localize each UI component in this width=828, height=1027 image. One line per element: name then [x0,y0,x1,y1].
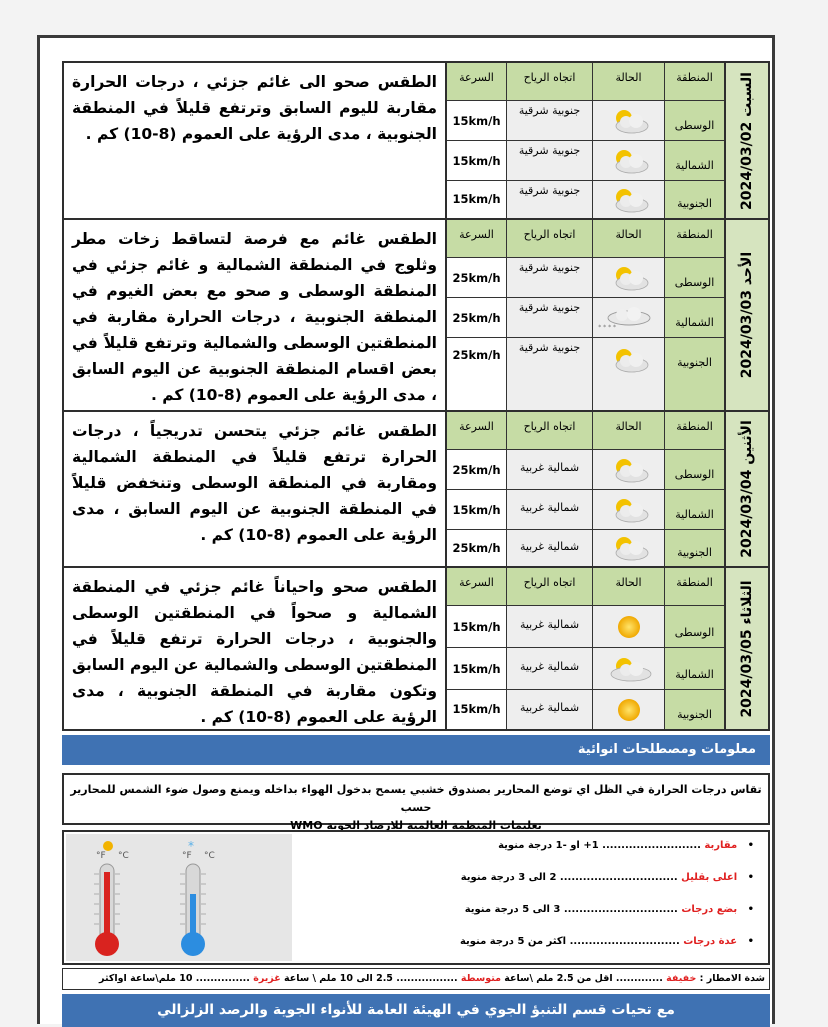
date-column [724,568,768,729]
wind-direction: شمالية غربية [507,530,593,566]
partly-cloudy-icon [604,654,654,684]
region-name: الشمالية [665,490,724,530]
state-cell [593,606,665,648]
wind-direction: جنوبية شرقية [507,181,593,218]
bullet: • [740,872,754,883]
legend-item [461,872,754,883]
bullet: • [740,936,754,947]
header-speed: السرعة [447,63,507,101]
legend-item [498,840,754,851]
wind-direction: جنوبية شرقية [507,258,593,298]
wind-speed: 25km/h [447,258,507,298]
day-table [447,568,724,729]
wind-speed: 15km/h [447,490,507,530]
note-line: تقاس درجات الحرارة في الظل اي توضع المحارير بصندوق خشبي يسمح بدخول الهواء بداخله ويمنع وصول ضوء الشمس للمحارير حسب [70,783,762,814]
wind-speed: 15km/h [447,141,507,181]
header-state: الحالة [593,412,665,450]
table-row [447,298,724,338]
bullet: • [740,840,754,851]
header-state: الحالة [593,568,665,606]
legend-value: اكثر من 5 درجة منوية [459,936,567,947]
state-cell [593,530,665,566]
wind-direction: شمالية غربية [507,490,593,530]
table-row [447,338,724,410]
region-name: الشمالية [665,298,724,338]
day-block [62,61,770,220]
day-block [62,410,770,568]
day-table [447,412,724,566]
table-row [447,490,724,530]
sun-icon [614,612,644,642]
table-row [447,101,724,141]
region-name: الجنوبية [665,530,724,566]
legend-term: بضع درجات [681,904,738,915]
day-date: الأثنين 2024/03/04 [739,420,755,558]
header-speed: السرعة [447,568,507,606]
day-description: الطقس غائم مع فرصة لتساقط زخات مطر وثلوج في المنطقة الشمالية و غائم جزئي في المنطقة الوسطى و صحو مع بعض الغيوم في المنطقة الجنوبية ، درجات الحرارة مقاربة في المنطقتين الوسطى والشمالية وترتفع قليلاً في بعض اقسام المنطقة الجنوبية عن اليوم السابق ، مدى الرؤية على العموم (8-10) كم . [64,220,447,410]
legend-term: عدة درجات [683,936,738,947]
wind-direction: جنوبية شرقية [507,338,593,410]
wind-direction: جنوبية شرقية [507,298,593,338]
wind-direction: جنوبية شرقية [507,141,593,181]
region-name: الجنوبية [665,181,724,218]
region-name: الوسطى [665,606,724,648]
legend-term: اعلى بقليل [681,872,738,883]
legend-item [460,936,754,947]
state-cell [593,690,665,729]
region-name: الوسطى [665,101,724,141]
header-wind-dir: اتجاه الرياح [507,63,593,101]
state-cell [593,490,665,530]
rain-moderate-text: ................. 2.5 الى 10 ملم \ ساعة [284,973,458,984]
wind-speed: 25km/h [447,338,507,410]
header-speed: السرعة [447,412,507,450]
wind-direction: جنوبية شرقية [507,101,593,141]
header-region: المنطقة [665,63,724,101]
svg-text:°F: °F [182,851,192,861]
partly-cloudy-icon [606,106,652,136]
wind-speed: 25km/h [447,530,507,566]
state-cell [593,648,665,690]
day-date: الثلاثاء 2024/03/05 [739,579,755,718]
header-state: الحالة [593,220,665,258]
wind-direction: شمالية غربية [507,450,593,490]
table-row [447,181,724,218]
note-line: تعليمات المنظمة العالمية للارصاد الجوية WMO [290,819,542,832]
region-name: الجنوبية [665,690,724,729]
region-name: الشمالية [665,648,724,690]
date-column [724,412,768,566]
header-region: المنطقة [665,568,724,606]
svg-text:*: * [188,839,194,853]
legend-value: 1+ او -1 درجة منوية [498,840,599,851]
wind-direction: شمالية غربية [507,606,593,648]
legend-item [465,904,754,915]
svg-text:°F: °F [96,851,106,861]
state-cell [593,141,665,181]
region-name: الوسطى [665,450,724,490]
legend-dots: ............................. [569,936,680,947]
header-region: المنطقة [665,412,724,450]
info-banner-title: معلومات ومصطلحات انوائية [577,742,756,757]
day-block [62,218,770,412]
temperature-legend [62,830,770,965]
day-table [447,63,724,218]
state-cell [593,181,665,218]
legend-dots: ............................... [559,872,678,883]
table-row [447,690,724,729]
wind-speed: 25km/h [447,298,507,338]
table-row [447,648,724,690]
forecast-page [37,35,775,1024]
wind-speed: 15km/h [447,690,507,729]
wind-direction: شمالية غربية [507,648,593,690]
region-name: الشمالية [665,141,724,181]
legend-value: 2 الى 3 درجة منوية [460,872,557,883]
sun-icon [614,695,644,725]
wind-speed: 15km/h [447,181,507,218]
footer-banner [62,994,770,1027]
partly-cloudy-icon [606,263,652,293]
rain-light: خفيفة [666,973,697,984]
day-table [447,220,724,410]
thermometer-image [66,834,292,961]
region-name: الجنوبية [665,338,724,410]
day-description: الطقس صحو واحياناً غائم جزئي في المنطقة الشمالية و صحواً في المنطقتين الوسطى والجنوبية ، درجات الحرارة ترتفع قليلاً في المنطقتين الوسطى والشمالية عن اليوم السابق وتكون مقاربة في المنطقة الجنوبية ، مدى الرؤية على العموم (8-10) كم . [64,568,447,729]
info-banner [62,735,770,765]
legend-term: مقاربة [704,840,738,851]
day-date: السبت 2024/03/02 [739,71,755,210]
table-row [447,606,724,648]
wind-speed: 15km/h [447,606,507,648]
table-row [447,258,724,298]
legend-dots: .......................... [602,840,701,851]
partly-cloudy-icon [606,495,652,525]
partly-cloudy-icon [606,455,652,485]
svg-text:°C: °C [118,851,129,861]
bullet: • [740,904,754,915]
table-row [447,530,724,566]
rain-intensity [62,968,770,990]
measurement-note [62,773,770,832]
svg-text:* * * *: * * * * [597,323,616,331]
header-state: الحالة [593,63,665,101]
state-cell [593,298,665,338]
header-speed: السرعة [447,220,507,258]
partly-cloudy-icon [606,533,652,563]
partly-cloudy-icon [606,185,652,215]
day-date: الأحد 2024/03/03 [739,251,755,379]
header-region: المنطقة [665,220,724,258]
state-cell [593,338,665,410]
rain-light-text: ............. اقل من 2.5 ملم \ساعة [504,973,663,984]
day-description: الطقس غائم جزئي يتحسن تدريجياً ، درجات الحرارة ترتفع قليلاً في المنطقة الشمالية ومقاربة في المنطقة الوسطى وتنخفض قليلاً في المنطقة الجنوبية عن اليوم السابق ، مدى الرؤية على العموم (8-10) كم . [64,412,447,566]
region-name: الوسطى [665,258,724,298]
table-row [447,450,724,490]
wind-speed: 15km/h [447,101,507,141]
svg-text:°C: °C [204,851,215,861]
wind-direction: شمالية غربية [507,690,593,729]
partly-cloudy-icon [606,146,652,176]
day-block [62,566,770,731]
header-wind-dir: اتجاه الرياح [507,412,593,450]
header-wind-dir: اتجاه الرياح [507,568,593,606]
state-cell [593,101,665,141]
date-column [724,220,768,410]
footer-text: مع تحيات قسم التنبؤ الجوي في الهيئة العامة للأنواء الجوية والرصد الزلزالي [157,1002,675,1018]
wind-speed: 15km/h [447,648,507,690]
rain-label: شدة الامطار : [699,973,765,984]
wind-speed: 25km/h [447,450,507,490]
header-wind-dir: اتجاه الرياح [507,220,593,258]
partly-cloudy-icon [606,345,652,375]
state-cell [593,258,665,298]
rain-heavy-text: ............... 10 ملم\ساعة اواكثر [99,973,250,984]
rain-heavy: غزيرة [253,973,281,984]
legend-dots: .............................. [563,904,678,915]
rain-moderate: متوسطة [460,973,501,984]
snow-cloud-icon [597,305,654,331]
state-cell [593,450,665,490]
day-description: الطقس صحو الى غائم جزئي ، درجات الحرارة مقاربة لليوم السابق وترتفع قليلاً في المنطقة الجنوبية ، مدى الرؤية على العموم (8-10) كم . [64,63,447,218]
thermometers-icon [66,834,292,961]
date-column [724,63,768,218]
legend-value: 3 الى 5 درجة منوية [464,904,561,915]
table-row [447,141,724,181]
